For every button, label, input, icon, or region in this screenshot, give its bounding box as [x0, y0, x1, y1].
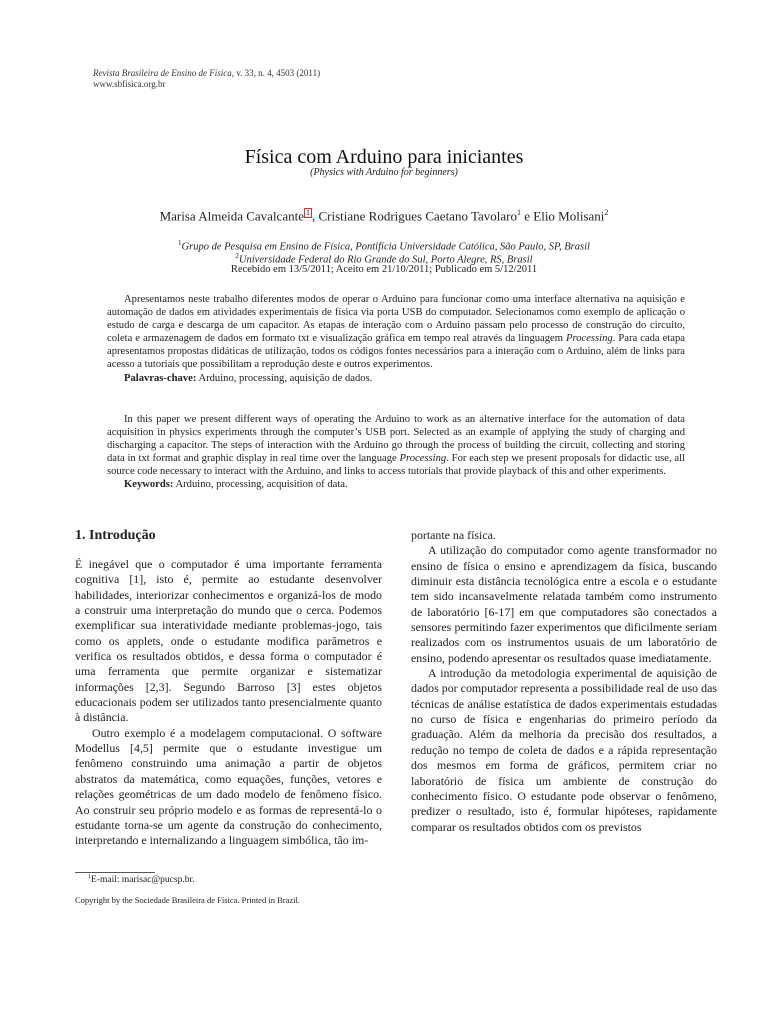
abstract-english	[107, 413, 685, 492]
paragraph: A utilização do computador como agente transformador no ensino de física o ensino e aprendizagem da física, buscando diminuir esta distância tecnológica entre a escola e o estudante tem sido incansavelmente relatada também como instrumento de laboratório [6-17] em que computadores são conectados a sensores permitindo fazer experimentos que dificilmente seriam realizados com os instrumentos usuais de um laboratório de ensino, podendo apresentar os resultados quase imediatamente.	[411, 543, 717, 665]
body-column-right	[411, 528, 717, 835]
footnote-link[interactable]: 1	[305, 208, 310, 217]
abstract-text-part: . For each step we present proposals for didactic use, all source code necessary to interact with the Arduino, and links to access tutorials that provide playback of this and other experiments.	[107, 453, 685, 478]
paragraph: Outro exemplo é a modelagem computacional. O software Modellus [4,5] permite que o estudante investigue um fenômeno construindo uma animação a partir de objetos abstratos da matemática, como equações, funções, vetores e relações geométricas de um dado modelo de fenômeno físico. Ao construir seu próprio modelo e as formas de representá-lo o estudante torna-se um agente da construção do conhecimento, interpretando e internalizando a linguagem simbólica, tão im-	[75, 725, 382, 848]
journal-citation	[93, 68, 320, 79]
keywords-line	[107, 372, 685, 385]
paragraph: A introdução da metodologia experimental de aquisição de dados por computador representa a possibilidade real de uso das técnicas de análise estatística de dados experimentais estudadas no curso de física e engenharias do primeiro período da graduação. Além da melhoria da precisão dos resultados, a redução no tempo de coleta de dados e a rápida representação dos mesmos em forma de gráficos, permitem criar no laboratório de física um ambiente de construção do conhecimento físico. O estudante pode observar o fenômeno, predizer o resultado, isto é, formular hipóteses, rapidamente comparar os resultados obtidos com os previstos	[411, 666, 717, 834]
abstract-text-part: In this paper we present different ways of operating the Arduino to work as an alternative interface for the automation of data acquisition in physics experiments through the computer’s USB port. Selected as an example of applying the study of charging and discharging a capacitor. The steps of interaction with the Arduino go through the process of building the circuit, collecting and storing data in txt format and graphic display in real time over the language	[107, 414, 685, 465]
affiliation-mark: 1	[178, 239, 182, 247]
author-name: Elio Molisani	[533, 208, 605, 224]
keywords-line	[107, 478, 685, 491]
publication-dates: Recebido em 13/5/2011; Aceito em 21/10/2011; Publicado em 5/12/2011	[230, 264, 538, 275]
section-heading: 1. Introdução	[75, 528, 156, 543]
author-name: Cristiane Rodrigues Caetano Tavolaro	[318, 208, 517, 224]
author-name: Marisa Almeida Cavalcante	[159, 208, 304, 224]
journal-header	[93, 68, 320, 90]
affiliation-text: Grupo de Pesquisa em Ensino de Física, Pontifícia Universidade Católica, São Paulo, SP, Brasil	[181, 241, 590, 253]
abstract-emphasis: Processing	[399, 453, 447, 465]
keywords-label: Keywords:	[124, 479, 174, 491]
paper-title: Física com Arduino para iniciantes	[244, 146, 524, 168]
body-column-left	[75, 557, 382, 849]
copyright-notice: Copyright by the Sociedade Brasileira de Física. Printed in Brazil.	[75, 895, 300, 905]
paragraph: portante na física.	[411, 528, 496, 542]
footnote-rule	[75, 872, 155, 873]
keywords-text: Arduino, processing, aquisição de dados.	[196, 372, 373, 384]
paragraph: É inegável que o computador é uma importante ferramenta cognitiva [1], isto é, permite ao estudante desenvolver habilidades, interiorizar conhecimentos e organizá-los de modo a construir uma interpretação do mundo que o cerca. Podemos exemplificar sua interatividade mediante problemas-jogo, tais como os applets, onde o estudante modifica parâmetros e verifica os resultados obtidos, e dessa forma o computador é uma ferramenta que permite organizar e sistematizar informações [2,3]. Segundo Barroso [3] estes objetos educacionais podem ser utilizados tanto presencialmente quanto à distância.	[75, 557, 382, 725]
footnote-email[interactable]: E-mail: marisac@pucsp.br.	[91, 875, 195, 886]
journal-ref: , v. 33, n. 4, 4503 (2011)	[231, 68, 321, 78]
abstract-portuguese	[107, 293, 685, 385]
affiliation-mark: 1	[516, 208, 521, 217]
paper-subtitle: (Physics with Arduino for beginners)	[310, 167, 458, 178]
journal-name: Revista Brasileira de Ensino de Física	[93, 68, 232, 78]
footnote-mark: 1	[88, 874, 91, 880]
author-separator: e	[520, 208, 534, 224]
abstract-text	[107, 413, 685, 478]
footnote	[88, 874, 194, 885]
abstract-text-part: Apresentamos neste trabalho diferentes modos de operar o Arduino para funcionar como uma interface alternativa na aquisição e automação de dados em atividades experimentais de física via porta USB do computador. Selecionamos como exemplo de aplicação o estudo de carga e descarga de um capacitor. As etapas de interação com o Arduino passam pelo processo de construção do circuito, coleta e armazenagem de dados em formato txt e visualização gráfica em tempo real através da linguagem	[107, 294, 685, 345]
abstract-emphasis: Processing	[566, 333, 613, 345]
keywords-text: Arduino, processing, acquisition of data.	[173, 479, 348, 491]
journal-website[interactable]: www.sbfisica.org.br	[93, 79, 166, 89]
abstract-text-part: . Para cada etapa apresentamos propostas didáticas de utilização, todos os códigos fontes necessários para a interação com o Arduino, além de links para acesso a tutoriais que possibilitam a reprodução deste e outros experimentos.	[107, 333, 686, 371]
affiliation-mark: 2	[235, 252, 239, 260]
affiliation-text: Universidade Federal do Rio Grande do Sul, Porto Alegre, RS, Brasil	[238, 254, 533, 266]
affiliation-mark: 2	[604, 208, 609, 217]
author-separator: ,	[311, 208, 319, 224]
abstract-text	[107, 293, 685, 372]
author-list	[0, 208, 768, 224]
keywords-label: Palavras-chave:	[124, 372, 197, 384]
